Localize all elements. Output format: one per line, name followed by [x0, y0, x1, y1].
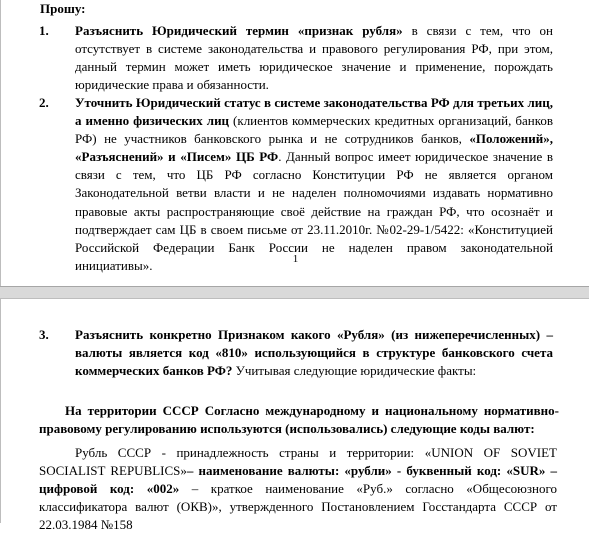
- currency-paragraph: [39, 444, 557, 534]
- para-part-bold: – цифровой код: «002»: [39, 463, 557, 496]
- item-lead: Разъяснить конкретно Признаком какого «Рубля» (из нижеперечисленных) – валюты является код «810» использующийся в структуре банковского счета коммерческих банков РФ?: [75, 327, 553, 379]
- item-lead: Разъяснить Юридический термин «признак рубля»: [75, 23, 403, 38]
- request-heading: Прошу:: [40, 1, 86, 16]
- request-item-2: [39, 94, 553, 275]
- item-number: 3.: [39, 327, 49, 342]
- page-number: 1: [292, 253, 299, 265]
- para-part: Рубль СССР - принадлежность страны и территории: «UNION OF SOVIET SOCIALIST REPUBLICS»: [39, 445, 557, 478]
- para-part: – краткое наименование «Руб.» согласно «Общесоюзного классификатора валют (ОКВ)», утвержденного Постановлением Госстандарта СССР от 22.03.1984 №158: [39, 481, 557, 532]
- request-item-1: [39, 22, 553, 94]
- item-number: 1.: [39, 23, 49, 38]
- item-lead: Уточнить Юридический статус в системе законодательства РФ для третьих лиц, а именно физических лиц: [75, 95, 553, 129]
- document-page-2: [0, 298, 589, 532]
- item-text: [75, 94, 553, 275]
- section-title: На территории СССР Согласно международному и национальному нормативно-правовому регулированию используются (использовались) следующие коды валют:: [39, 403, 559, 436]
- item-mid: (клиентов коммерческих кредитных организаций, банков РФ) не участников банковского рынка и не сотрудников банков,: [75, 113, 553, 147]
- item-rest: в связи с тем, что он отсутствует в системе законодательства и правового регулирования РФ, при этом, данный термин может иметь юридическое значение и применение, порождать юридические права и обязанности.: [75, 23, 553, 93]
- item-bold: «Положений», «Разъяснений» и «Писем» ЦБ РФ: [75, 131, 553, 165]
- item-text: [75, 22, 553, 94]
- item-rest: Учитывая следующие юридические факты:: [232, 363, 477, 379]
- item-rest: . Данный вопрос имеет юридическое значение в связи с тем, что ЦБ РФ согласно Конституции РФ не является органом Законодательной ветви власти и не наделен полномочиями издавать нормативно правовые акты распространяющие своё действие на граждан РФ, что осознаёт и подтверждает сам ЦБ в своем письме от 23.11.2010г. №02-29-1/5422: «Конституцией Российской Федерации Банк России не наделен правом законодательной инициативы».: [75, 149, 553, 273]
- para-part-bold: – наименование валюты: «рубли» - буквенный код: «SUR»: [186, 463, 546, 478]
- request-item-3: [39, 326, 553, 380]
- item-text: [75, 326, 553, 380]
- item-number: 2.: [39, 95, 49, 110]
